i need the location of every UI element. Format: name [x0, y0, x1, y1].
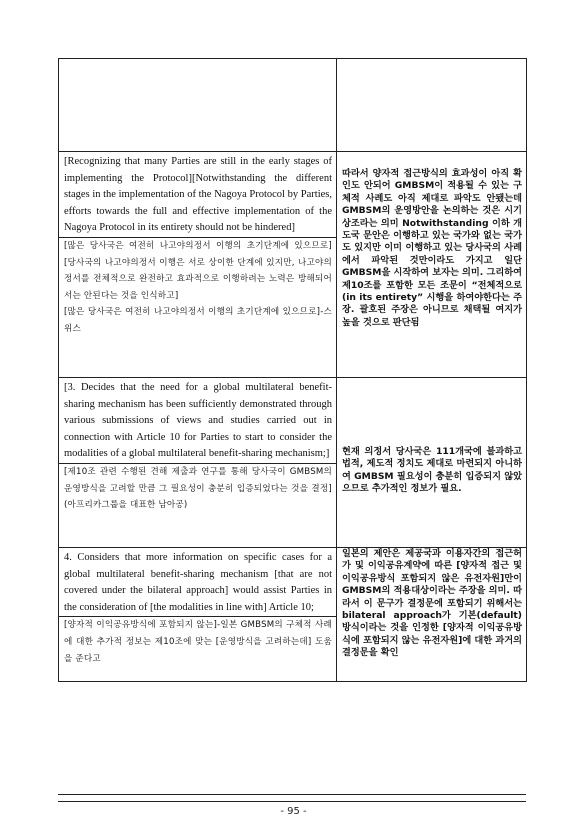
row-3-korean-box	[59, 463, 336, 514]
row-3-korean-text: [제10조 관련 수행된 견해 제출과 연구를 통해 당사국이 GMBSM의 운영방식을 고려할 만큼 그 필요성이 충분히 입증되었다는 것을 결정](아프리카그룹을 대표한 남아공)	[64, 466, 332, 511]
row-2-korean-text-1: [많은 당사국은 여전히 나고야의정서 이행의 초기단계에 있으므로] [당사국의 나고야의정서 이행은 서로 상이한 단계에 있지만, 나고야의정서를 전체적으로 완전하고 효과적으로 이행하려는 노력은 방해되어서는 안된다는 것을 인식하고]	[64, 240, 332, 301]
row-3-left-cell	[59, 378, 337, 548]
row-2-left-cell	[59, 152, 337, 378]
table-row	[59, 152, 527, 378]
row-3-english-text: [3. Decides that the need for a global multilateral benefit-sharing mechanism has been sufficiently demonstrated through various submissions of views and studies carried out in connection with Article 10 for Parties to start to consider the modalities of a global multilateral benefit-sharing mechanism;]	[64, 382, 332, 460]
document-table	[58, 58, 527, 682]
row-2-korean-box	[59, 237, 336, 338]
table-row	[59, 548, 527, 682]
table-bottom-rule	[58, 794, 526, 802]
table-row	[59, 378, 527, 548]
row-2-korean-text-2: [많은 당사국은 여전히 나고야의정서 이행의 초기단계에 있으므로]-스위스	[64, 307, 332, 334]
row-1-left-text	[59, 59, 336, 61]
row-1-right-cell	[337, 59, 527, 152]
row-4-commentary: 일본의 제안은 제공국과 이용자간의 접근허가 및 이익공유계약에 따른 [양자적 접근 및 이익공유방식 포함되지 않은 유전자원]만이 GMBSM의 적용대상이라는 주장을 의미. 따라서 이 문구가 결정문에 포함되기 위해서는 bilateral approach가 기본(default) 방식이라는 것을 인정한 [양자적 이익공유방식에 포함되지 않는 유전자원]에 대한 과거의 결정문을 확인	[342, 548, 522, 659]
row-3-commentary: 현재 의정서 당사국은 111개국에 불과하고 법적, 제도적 정치도 제대로 마련되지 아니하여 GMBSM 필요성이 충분히 입증되지 않았으므로 추가적인 정보가 필요.	[342, 446, 522, 495]
row-4-korean-box	[59, 616, 336, 667]
row-4-right-cell	[337, 548, 527, 682]
row-2-right-cell	[337, 152, 527, 378]
row-1-left-cell	[59, 59, 337, 152]
table-row	[59, 59, 527, 152]
row-2-commentary: 따라서 양자적 접근방식의 효과성이 아직 확인도 안되어 GMBSM이 적용될 수 있는 구체적 사례도 아직 제대로 파악도 안됐는데 GMBSM의 운영방안을 논의하는 것은 시기상조라는 의미 Notwithstanding 이하 개도국 문안은 이행하고 있는 국가와 없는 국가도 있지만 이미 이행하고 있는 당사국의 사례에서 파악된 것만이라도 가지고 일단 GMBSM을 시작하여 보자는 의미. 그리하여 제10조를 포함한 모든 조문이 “전체적으로(in its entirety” 시행을 하여야한다는 주장. 괄호된 주장은 아니므로 채택될 여지가 높을 것으로 판단됨	[342, 168, 522, 328]
row-2-english-text: [Recognizing that many Parties are still in the early stages of implementing the Protocol][Notwithstanding the different stages in the implementation of the Nagoya Protocol by Parties, efforts towards the full and effective implementation of the Nagoya Protocol in its entirety should not be hindered]	[64, 156, 332, 234]
row-4-english-text: 4. Considers that more information on specific cases for a global multilateral benefit-sharing mechanism [that are not covered under the bilateral approach] would assist Parties in the consideration of [the modalities in line with] Article 10;	[64, 552, 332, 613]
row-4-korean-text: [양자적 이익공유방식에 포함되지 않는]-일본 GMBSM의 구체적 사례에 대한 추가적 정보는 제10조에 맞는 [운영방식을 고려하는데] 도움을 준다고	[64, 620, 332, 664]
page-number: - 95 -	[280, 806, 307, 817]
row-3-right-cell	[337, 378, 527, 548]
row-4-left-cell	[59, 548, 337, 682]
